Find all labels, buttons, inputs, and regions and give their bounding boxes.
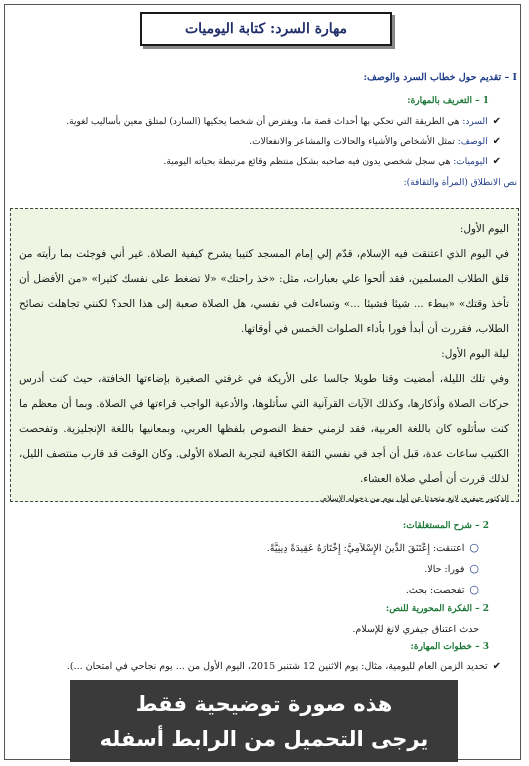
main-idea-text: حدث اعتناق جيفري لانغ للإسلام. [352, 624, 479, 635]
start-text-label: نص الانطلاق (المرأة والثقافة): [403, 178, 517, 188]
steps-text: تحديد الزمن العام لليومية، مثال: يوم الاثنين 12 شتنبر 2015، اليوم الأول من ... يوم نجاحي في امتحان ...). [66, 661, 488, 672]
vocab-item [406, 583, 479, 596]
definition-text: تمثل الأشخاص والأشياء والحالات والمشاعر والانفعالات. [249, 137, 455, 147]
section1-heading: I – تقديم حول خطاب السرد والوصف: [363, 72, 517, 83]
night-label: ليلة اليوم الأول: [441, 348, 509, 360]
banner-line-2: يرجى التحميل من الرابط أسفله [99, 727, 429, 751]
vocab-item [424, 562, 479, 575]
story-box [10, 208, 519, 502]
vocab-meaning: بحث. [405, 585, 427, 596]
story-paragraph-2: وفي تلك الليلة، أمضيت وقتا طويلا جالسا على الأريكة في غرفتي الصغيرة بإضاءتها الخافتة، حيث كنت أدرس حركات الصلاة وأذكارها، وكذلك الآيات القرآنية التي سأتلوها، والأدعية الواجب قراءتها في الصلاة. وبما أن معظم ما كنت سأتلوه كان باللغة العربية، فقد لزمني حفظ النصوص بلفظها العربي، وبمعانيها باللغة الإنجليزية. وتفحصت الكتيب ساعات عدة، قبل أن أجد في نفسي الثقة الكافية لتجربة الصلاة الأولى. وكان الوقت قد قارب منتصف الليل، لذلك قررت أن أصلي صلاة العشاء. [19, 373, 509, 485]
vocab-word: اعتنقت: [433, 543, 465, 554]
definition-item [66, 116, 501, 127]
vocab-meaning: حالا. [424, 564, 442, 575]
page-title: مهارة السرد: كتابة اليوميات [140, 12, 392, 46]
steps-item [67, 661, 501, 672]
preview-banner [70, 680, 458, 762]
vocab-heading: 2 – شرح المستغلقات: [402, 521, 489, 531]
definition-subheading: 1 – التعريف بالمهارة: [407, 96, 489, 106]
circle-bullet-icon: ○ [469, 541, 479, 554]
steps-heading: 3 – خطوات المهارة: [410, 642, 489, 652]
circle-bullet-icon: ○ [469, 562, 479, 575]
definition-term: السرد: [462, 117, 488, 127]
story-signature: الدكتور جيفري لانغ متحدثا عن أول يوم من دخوله الإسلام. [319, 494, 509, 503]
main-idea-heading: 2 – الفكرة المحورية للنص: [385, 604, 489, 614]
definition-term: اليوميات: [453, 157, 488, 167]
circle-bullet-icon: ○ [469, 583, 479, 596]
day1-label: اليوم الأول: [459, 223, 509, 235]
definition-item [163, 156, 501, 167]
definition-item [249, 136, 501, 147]
definition-text: هي سجل شخصي يدون فيه صاحبه بشكل منتظم وقائع مرتبطة بحياته اليومية. [163, 157, 451, 167]
vocab-word: فورا: [444, 564, 465, 575]
vocab-meaning: إِعْتَنَقَ الدِّينَ الإِسْلاَمِيَّ: إِخْتَارَهُ عَقِيدَةً دِينِيَّةً. [266, 543, 430, 554]
check-icon: ✔ [492, 156, 501, 167]
check-icon: ✔ [492, 116, 501, 127]
banner-line-1: هذه صورة توضيحية فقط [135, 692, 393, 716]
check-icon: ✔ [492, 661, 501, 672]
definition-text: هي الطريقة التي تحكي بها أحداث قصة ما، ويفترض أن شخصا يحكيها (السارد) لمتلق معين بأساليب لغوية. [66, 117, 460, 127]
definition-term: الوصف: [457, 137, 488, 147]
vocab-item [267, 541, 479, 554]
story-paragraph-1: في اليوم الذي اعتنقت فيه الإسلام، قدّم إلي إمام المسجد كتيبا يشرح كيفية الصلاة. غير أني فوجئت بما رأيته من قلق الطلاب المسلمين، فقد ألحوا علي بعبارات، مثل: «خذ راحتك» «لا تضغط على نفسك كثيرا» «من الأفضل أن تأخذ وقتك» «ببطء ... شيئا فشيئا ...» وتساءلت في نفسي، هل الصلاة صعبة إلى هذا الحد؟ لكنني تجاهلت نصائح الطلاب، فقررت أن أبدأ فورا بأداء الصلوات الخمس في أوقاتها. [19, 248, 509, 335]
vocab-word: تفحصت: [430, 585, 465, 596]
check-icon: ✔ [492, 136, 501, 147]
